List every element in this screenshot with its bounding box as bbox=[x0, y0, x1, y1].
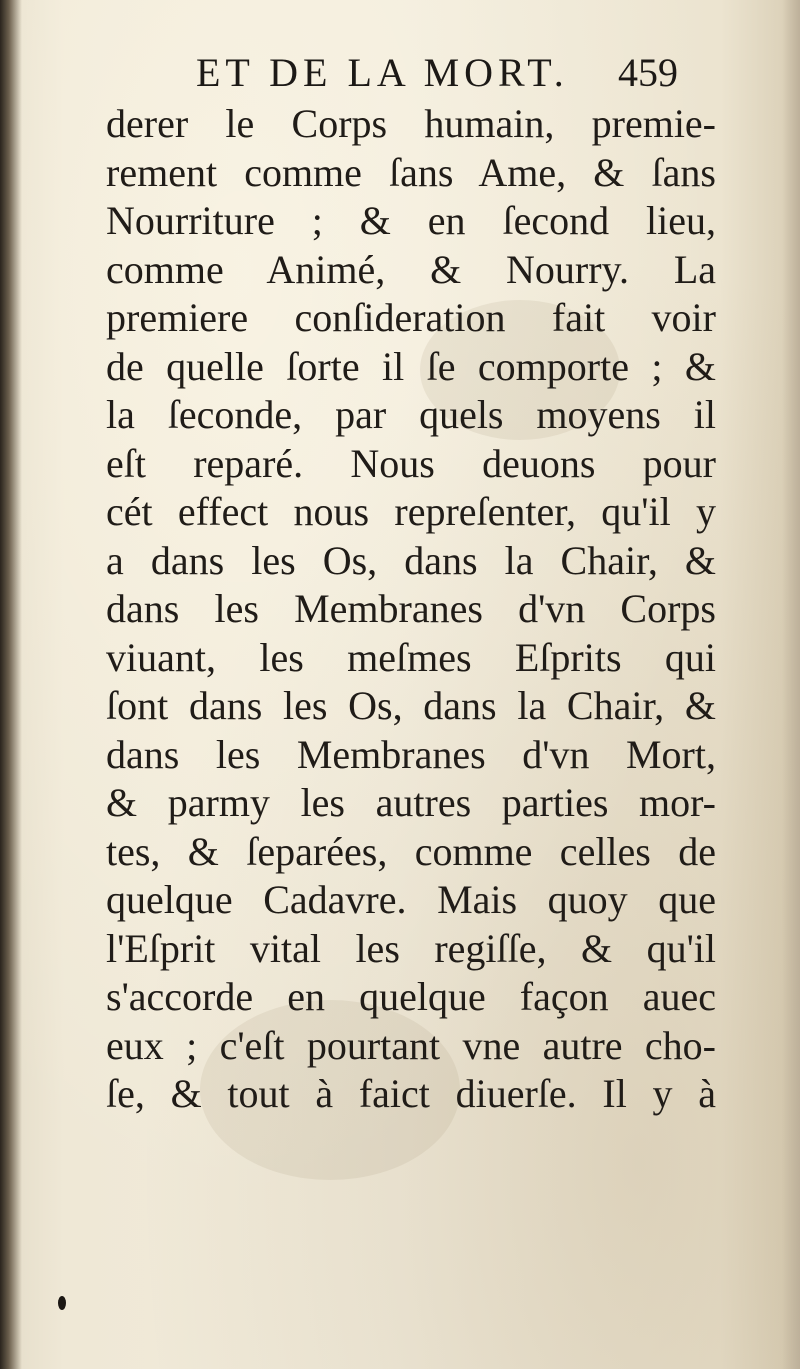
running-head bbox=[196, 48, 776, 98]
text-line: & parmy les autres parties mor- bbox=[106, 780, 716, 825]
running-head-title: ET DE LA MORT. bbox=[196, 50, 569, 95]
text-line: ſont dans les Os, dans la Chair, & bbox=[106, 683, 716, 728]
text-line: ſe, & tout à faict diuerſe. Il y à bbox=[106, 1071, 716, 1116]
text-line: tes, & ſeparées, comme celles de bbox=[106, 828, 716, 874]
text-line: dans les Membranes d'vn Mort, bbox=[106, 731, 716, 777]
text-line: de quelle ſorte il ſe comporte ; & bbox=[106, 343, 716, 389]
ink-spot bbox=[58, 1296, 66, 1310]
page-edge-right bbox=[782, 0, 800, 1369]
body-text bbox=[106, 100, 716, 1119]
text-line: l'Eſprit vital les regiſſe, & qu'il bbox=[106, 925, 716, 971]
text-line: s'accorde en quelque façon auec bbox=[106, 974, 716, 1019]
text-line: a dans les Os, dans la Chair, & bbox=[106, 537, 716, 583]
text-line: viuant, les meſmes Eſprits qui bbox=[106, 634, 716, 680]
text-line: comme Animé, & Nourry. La bbox=[106, 246, 716, 292]
text-line: quelque Cadavre. Mais quoy que bbox=[106, 877, 716, 922]
page-gutter-left bbox=[0, 0, 22, 1369]
text-line: la ſeconde, par quels moyens il bbox=[106, 392, 716, 437]
page-number: 459 bbox=[618, 50, 678, 95]
text-line: eux ; c'eſt pourtant vne autre cho- bbox=[106, 1022, 716, 1068]
text-line: dans les Membranes d'vn Corps bbox=[106, 586, 716, 631]
text-line: rement comme ſans Ame, & ſans bbox=[106, 149, 716, 195]
text-line: derer le Corps humain, premie- bbox=[106, 101, 716, 146]
text-line: cét effect nous repreſenter, qu'il y bbox=[106, 489, 716, 534]
text-line: eſt reparé. Nous deuons pour bbox=[106, 440, 716, 486]
text-line: premiere conſideration fait voir bbox=[106, 295, 716, 340]
text-line: Nourriture ; & en ſecond lieu, bbox=[106, 198, 716, 243]
